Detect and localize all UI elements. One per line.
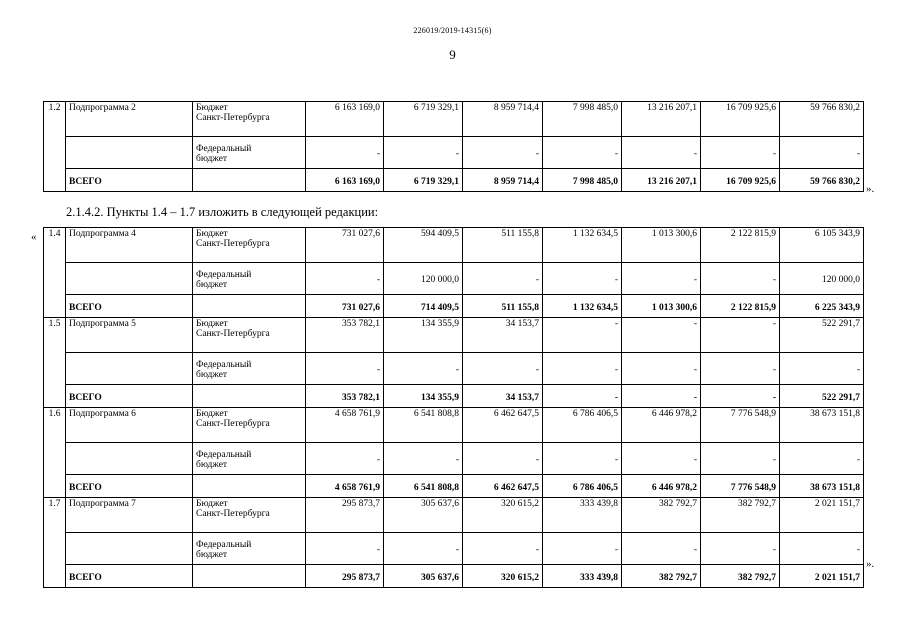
value-cell: 1 013 300,6 — [622, 295, 701, 318]
value-cell: 6 462 647,5 — [463, 475, 543, 498]
value-cell: 594 409,5 — [384, 228, 463, 263]
value-cell: 382 792,7 — [622, 565, 701, 588]
budget-table-1 — [43, 101, 864, 192]
value-cell: 16 709 925,6 — [701, 102, 780, 137]
subprogram-name: Подпрограмма 7 — [66, 498, 193, 533]
value-cell: 2 021 151,7 — [780, 565, 864, 588]
value-cell: - — [622, 353, 701, 385]
empty-cell — [193, 475, 306, 498]
value-cell: - — [780, 443, 864, 475]
value-cell: 1 132 634,5 — [543, 228, 622, 263]
subprogram-name: Подпрограмма 5 — [66, 318, 193, 353]
value-cell: 8 959 714,4 — [463, 169, 543, 192]
funding-source: Федеральный бюджет — [193, 137, 306, 169]
value-cell: - — [543, 263, 622, 295]
value-cell: - — [463, 443, 543, 475]
value-cell: - — [622, 443, 701, 475]
empty-cell — [66, 353, 193, 385]
funding-source: Федеральный бюджет — [193, 443, 306, 475]
value-cell: 353 782,1 — [306, 318, 384, 353]
value-cell: 6 225 343,9 — [780, 295, 864, 318]
value-cell: 120 000,0 — [384, 263, 463, 295]
empty-cell — [193, 169, 306, 192]
value-cell: - — [543, 533, 622, 565]
value-cell: 511 155,8 — [463, 228, 543, 263]
value-cell: 7 998 485,0 — [543, 102, 622, 137]
value-cell: 522 291,7 — [780, 318, 864, 353]
table-row — [44, 228, 864, 263]
value-cell: - — [701, 137, 780, 169]
value-cell: 295 873,7 — [306, 498, 384, 533]
value-cell: - — [463, 263, 543, 295]
value-cell: - — [384, 353, 463, 385]
value-cell: - — [622, 318, 701, 353]
opening-quote: « — [31, 231, 37, 243]
table-row — [44, 353, 864, 385]
value-cell: 295 873,7 — [306, 565, 384, 588]
empty-cell — [66, 263, 193, 295]
value-cell: - — [543, 353, 622, 385]
value-cell: - — [701, 385, 780, 408]
row-index: 1.6 — [44, 408, 66, 498]
subprogram-name: Подпрограмма 6 — [66, 408, 193, 443]
value-cell: 2 122 815,9 — [701, 228, 780, 263]
total-row — [44, 565, 864, 588]
table-row — [44, 318, 864, 353]
total-row — [44, 169, 864, 192]
value-cell: - — [780, 533, 864, 565]
value-cell: 16 709 925,6 — [701, 169, 780, 192]
total-row — [44, 475, 864, 498]
instruction-text: 2.1.4.2. Пункты 1.4 – 1.7 изложить в следующей редакции: — [66, 205, 379, 219]
value-cell: 59 766 830,2 — [780, 169, 864, 192]
value-cell: - — [701, 533, 780, 565]
value-cell: 38 673 151,8 — [780, 408, 864, 443]
empty-cell — [193, 565, 306, 588]
funding-source: Бюджет Санкт-Петербурга — [193, 498, 306, 533]
value-cell: - — [622, 263, 701, 295]
value-cell: - — [701, 263, 780, 295]
value-cell: 305 637,6 — [384, 565, 463, 588]
value-cell: - — [543, 318, 622, 353]
value-cell: 13 216 207,1 — [622, 102, 701, 137]
total-row — [44, 295, 864, 318]
total-label: ВСЕГО — [66, 565, 193, 588]
value-cell: 13 216 207,1 — [622, 169, 701, 192]
value-cell: 4 658 761,9 — [306, 408, 384, 443]
value-cell: 6 786 406,5 — [543, 408, 622, 443]
table-row — [44, 498, 864, 533]
value-cell: - — [780, 137, 864, 169]
value-cell: 731 027,6 — [306, 228, 384, 263]
value-cell: - — [306, 533, 384, 565]
value-cell: 7 998 485,0 — [543, 169, 622, 192]
empty-cell — [193, 295, 306, 318]
funding-source: Бюджет Санкт-Петербурга — [193, 228, 306, 263]
value-cell: 2 122 815,9 — [701, 295, 780, 318]
value-cell: 6 163 169,0 — [306, 169, 384, 192]
value-cell: 353 782,1 — [306, 385, 384, 408]
value-cell: 1 013 300,6 — [622, 228, 701, 263]
value-cell: 382 792,7 — [701, 498, 780, 533]
value-cell: - — [701, 318, 780, 353]
value-cell: - — [463, 533, 543, 565]
value-cell: - — [384, 443, 463, 475]
value-cell: 522 291,7 — [780, 385, 864, 408]
page-number: 9 — [449, 47, 456, 62]
value-cell: - — [622, 533, 701, 565]
value-cell: 4 658 761,9 — [306, 475, 384, 498]
value-cell: 120 000,0 — [780, 263, 864, 295]
row-index: 1.4 — [44, 228, 66, 318]
value-cell: 34 153,7 — [463, 385, 543, 408]
value-cell: 7 776 548,9 — [701, 408, 780, 443]
value-cell: 7 776 548,9 — [701, 475, 780, 498]
value-cell: 2 021 151,7 — [780, 498, 864, 533]
subprogram-name: Подпрограмма 4 — [66, 228, 193, 263]
value-cell: - — [622, 385, 701, 408]
value-cell: - — [306, 443, 384, 475]
value-cell: - — [622, 137, 701, 169]
empty-cell — [66, 533, 193, 565]
value-cell: 134 355,9 — [384, 385, 463, 408]
value-cell: - — [463, 353, 543, 385]
table-row — [44, 263, 864, 295]
value-cell: 6 446 978,2 — [622, 475, 701, 498]
funding-source: Федеральный бюджет — [193, 353, 306, 385]
total-label: ВСЕГО — [66, 169, 193, 192]
empty-cell — [66, 137, 193, 169]
value-cell: 6 105 343,9 — [780, 228, 864, 263]
value-cell: - — [701, 443, 780, 475]
value-cell: 382 792,7 — [701, 565, 780, 588]
value-cell: 6 719 329,1 — [384, 102, 463, 137]
total-label: ВСЕГО — [66, 475, 193, 498]
value-cell: 38 673 151,8 — [780, 475, 864, 498]
value-cell: 305 637,6 — [384, 498, 463, 533]
value-cell: 1 132 634,5 — [543, 295, 622, 318]
closing-quote-2: ». — [866, 558, 875, 570]
total-label: ВСЕГО — [66, 295, 193, 318]
value-cell: 6 163 169,0 — [306, 102, 384, 137]
funding-source: Бюджет Санкт-Петербурга — [193, 102, 306, 137]
subprogram-name: Подпрограмма 2 — [66, 102, 193, 137]
value-cell: - — [384, 533, 463, 565]
value-cell: - — [306, 263, 384, 295]
empty-cell — [193, 385, 306, 408]
value-cell: 34 153,7 — [463, 318, 543, 353]
value-cell: 6 541 808,8 — [384, 475, 463, 498]
table-row — [44, 533, 864, 565]
funding-source: Федеральный бюджет — [193, 263, 306, 295]
value-cell: 8 959 714,4 — [463, 102, 543, 137]
budget-table-2 — [43, 227, 864, 588]
value-cell: 6 541 808,8 — [384, 408, 463, 443]
value-cell: 6 719 329,1 — [384, 169, 463, 192]
row-index: 1.7 — [44, 498, 66, 588]
value-cell: - — [306, 137, 384, 169]
value-cell: - — [306, 353, 384, 385]
value-cell: 382 792,7 — [622, 498, 701, 533]
value-cell: 6 786 406,5 — [543, 475, 622, 498]
value-cell: 731 027,6 — [306, 295, 384, 318]
table-row — [44, 102, 864, 137]
value-cell: 714 409,5 — [384, 295, 463, 318]
table-row — [44, 137, 864, 169]
total-label: ВСЕГО — [66, 385, 193, 408]
funding-source: Бюджет Санкт-Петербурга — [193, 318, 306, 353]
funding-source: Бюджет Санкт-Петербурга — [193, 408, 306, 443]
value-cell: 6 446 978,2 — [622, 408, 701, 443]
empty-cell — [66, 443, 193, 475]
row-index: 1.5 — [44, 318, 66, 408]
value-cell: - — [463, 137, 543, 169]
value-cell: 511 155,8 — [463, 295, 543, 318]
value-cell: 134 355,9 — [384, 318, 463, 353]
value-cell: - — [384, 137, 463, 169]
value-cell: 6 462 647,5 — [463, 408, 543, 443]
table-row — [44, 443, 864, 475]
table-row — [44, 408, 864, 443]
funding-source: Федеральный бюджет — [193, 533, 306, 565]
closing-quote-1: ». — [866, 183, 875, 195]
value-cell: 320 615,2 — [463, 498, 543, 533]
value-cell: - — [543, 443, 622, 475]
total-row — [44, 385, 864, 408]
value-cell: 333 439,8 — [543, 498, 622, 533]
value-cell: 320 615,2 — [463, 565, 543, 588]
value-cell: 59 766 830,2 — [780, 102, 864, 137]
value-cell: - — [780, 353, 864, 385]
value-cell: - — [543, 137, 622, 169]
value-cell: 333 439,8 — [543, 565, 622, 588]
value-cell: - — [543, 385, 622, 408]
document-number: 226019/2019-14315(6) — [413, 26, 492, 35]
value-cell: - — [701, 353, 780, 385]
row-index: 1.2 — [44, 102, 66, 192]
